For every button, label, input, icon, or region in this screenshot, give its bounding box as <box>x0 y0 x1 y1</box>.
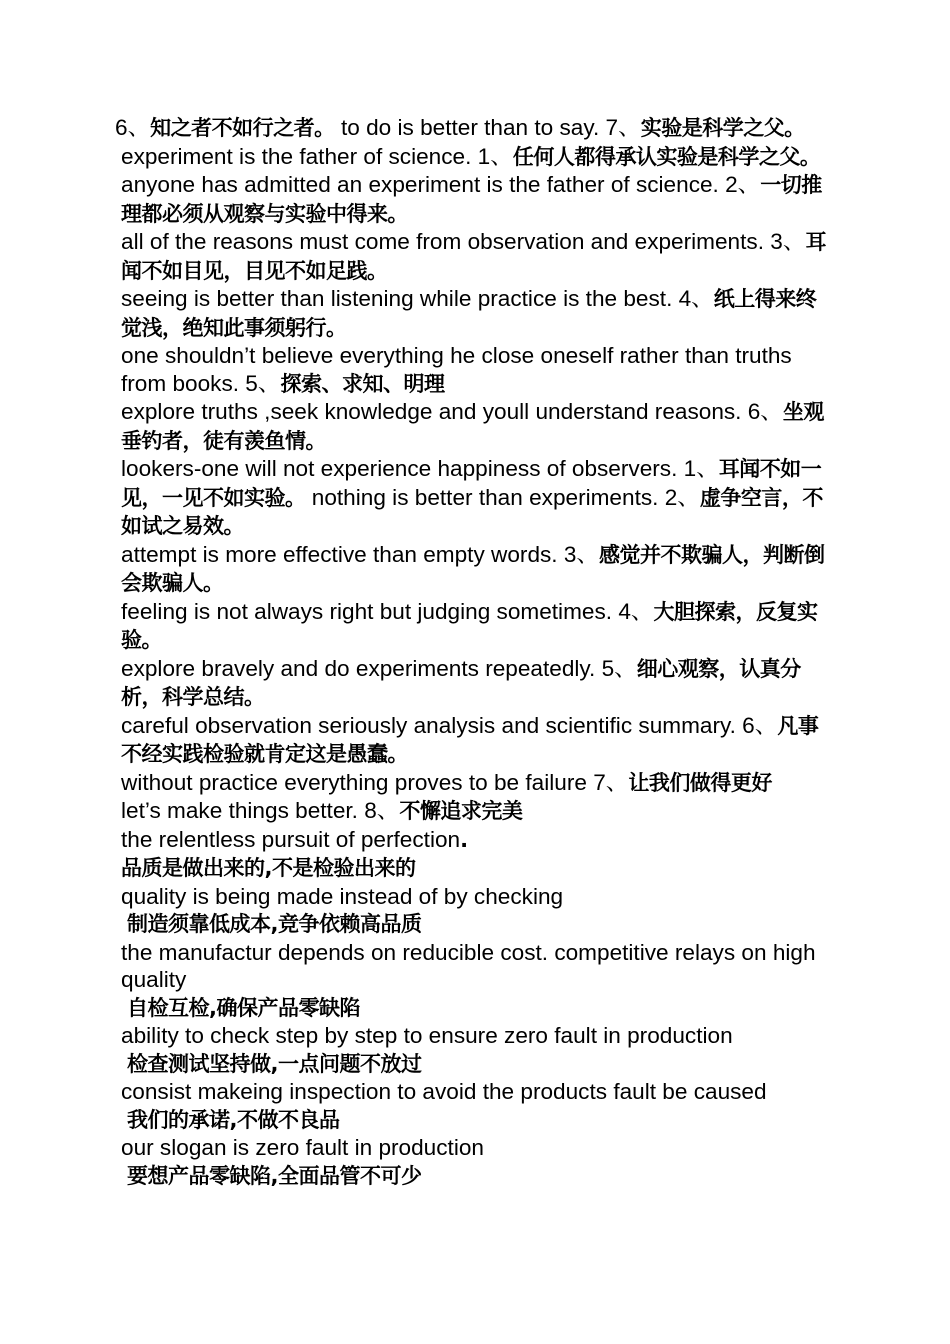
chinese-text-segment: 知之者不如行之者。 <box>150 116 335 140</box>
chinese-text-segment: 耳闻不如一见，一见不如实验。 <box>121 457 822 510</box>
document-paragraph <box>115 854 833 883</box>
document-paragraph <box>115 1106 833 1135</box>
chinese-text-segment: 感觉并不欺骗人，判断倒会欺骗人。 <box>121 542 825 595</box>
english-text-segment: 3、 <box>770 229 806 254</box>
english-text-segment: our slogan is zero fault in production <box>121 1135 484 1160</box>
document-paragraph <box>115 1162 833 1191</box>
english-text-segment: consist makeing inspection to avoid the products fault be caused <box>121 1079 767 1104</box>
document-paragraph <box>115 1050 833 1079</box>
document-paragraph <box>115 712 833 769</box>
document-paragraph <box>115 171 833 228</box>
chinese-text-segment: . <box>460 827 468 852</box>
document-paragraph <box>115 1078 833 1106</box>
chinese-text-segment: 任何人都得承认实验是科学之父。 <box>512 144 821 169</box>
english-text-segment: feeling is not always right but judging sometimes. 4、 <box>121 598 654 624</box>
document-paragraph <box>115 1022 833 1050</box>
document-paragraph <box>115 228 833 285</box>
document-paragraph <box>115 114 833 143</box>
english-text-segment: nothing is better than experiments. 2、 <box>305 484 700 510</box>
english-text-segment: one shouldn’t believe everything he close oneself rather than truths from books. 5、 <box>121 343 792 396</box>
document-paragraph <box>115 883 833 911</box>
chinese-text-segment: 虚争空言，不如试之易效。 <box>121 485 823 538</box>
document-paragraph <box>115 939 833 994</box>
document-paragraph <box>115 598 833 655</box>
english-text-segment: the manufactur depends on reducible cost. competitive relays on high quality <box>121 939 816 992</box>
english-text-segment: ability to check step by step to ensure zero fault in production <box>121 1023 733 1048</box>
chinese-text-segment: 纸上得来终觉浅，绝知此事须躬行。 <box>121 287 817 340</box>
document-paragraph <box>115 769 833 798</box>
english-text-segment: all of the reasons must come from observation and experiments. <box>121 229 771 254</box>
chinese-text-segment: 探索、求知、明理 <box>280 371 445 396</box>
document-paragraph <box>115 541 833 598</box>
chinese-text-segment: 凡事不经实践检验就肯定这是愚蠢。 <box>121 713 819 766</box>
document-paragraph <box>115 910 833 939</box>
document-paragraph <box>115 143 833 172</box>
chinese-text-segment: 自检互检,确保产品零缺陷 <box>127 995 360 1020</box>
chinese-text-segment: 让我们做得更好 <box>628 770 772 795</box>
document-paragraph <box>115 994 833 1023</box>
chinese-text-segment: 大胆探索，反复实验。 <box>121 599 818 652</box>
english-text-segment: to do is better than to say. 7、 <box>334 115 641 140</box>
chinese-text-segment: 耳闻不如目见，目见不如足践。 <box>121 230 826 283</box>
document-body <box>115 114 833 1190</box>
english-text-segment: the relentless pursuit of perfection <box>121 826 461 852</box>
english-text-segment: experiment is the father of science. 1、 <box>121 143 513 169</box>
chinese-text-segment: 不懈追求完美 <box>399 799 523 823</box>
document-paragraph <box>115 826 833 855</box>
english-text-segment: anyone has admitted an experiment is the father of science. 2、 <box>121 172 761 197</box>
document-paragraph <box>115 1134 833 1162</box>
chinese-text-segment: 要想产品零缺陷,全面品管不可少 <box>127 1163 422 1188</box>
english-text-segment: let’s make things better. 8、 <box>121 798 400 823</box>
document-paragraph <box>115 797 833 826</box>
chinese-text-segment: 实验是科学之父。 <box>640 116 805 140</box>
english-text-segment: seeing is better than listening while practice is the best. 4、 <box>121 286 714 311</box>
english-text-segment: explore bravely and do experiments repeatedly. 5、 <box>121 655 637 681</box>
chinese-text-segment: 我们的承诺,不做不良品 <box>127 1107 340 1132</box>
english-text-segment: 6、 <box>115 115 151 140</box>
chinese-text-segment: 坐观垂钓者，徒有羡鱼情。 <box>121 400 824 453</box>
document-paragraph <box>115 285 833 342</box>
chinese-text-segment: 品质是做出来的,不是检验出来的 <box>121 856 416 880</box>
document-paragraph <box>115 455 833 541</box>
document-paragraph <box>115 655 833 712</box>
chinese-text-segment: 制造须靠低成本,竞争依赖高品质 <box>127 912 422 936</box>
document-paragraph <box>115 398 833 455</box>
english-text-segment: lookers-one will not experience happiness of observers. 1、 <box>121 456 719 481</box>
english-text-segment: without practice everything proves to be failure 7、 <box>121 769 629 795</box>
english-text-segment: careful observation seriously analysis and scientific summary. 6、 <box>121 712 778 738</box>
english-text-segment: quality is being made instead of by checking <box>121 883 564 909</box>
chinese-text-segment: 检查测试坚持做,一点问题不放过 <box>127 1051 422 1076</box>
document-paragraph <box>115 342 833 398</box>
english-text-segment: attempt is more effective than empty words. 3、 <box>121 541 600 567</box>
chinese-text-segment: 一切推理都必须从观察与实验中得来。 <box>121 173 822 226</box>
english-text-segment: explore truths ,seek knowledge and youll understand reasons. 6、 <box>121 399 783 424</box>
chinese-text-segment: 细心观察，认真分析，科学总结。 <box>121 656 801 709</box>
